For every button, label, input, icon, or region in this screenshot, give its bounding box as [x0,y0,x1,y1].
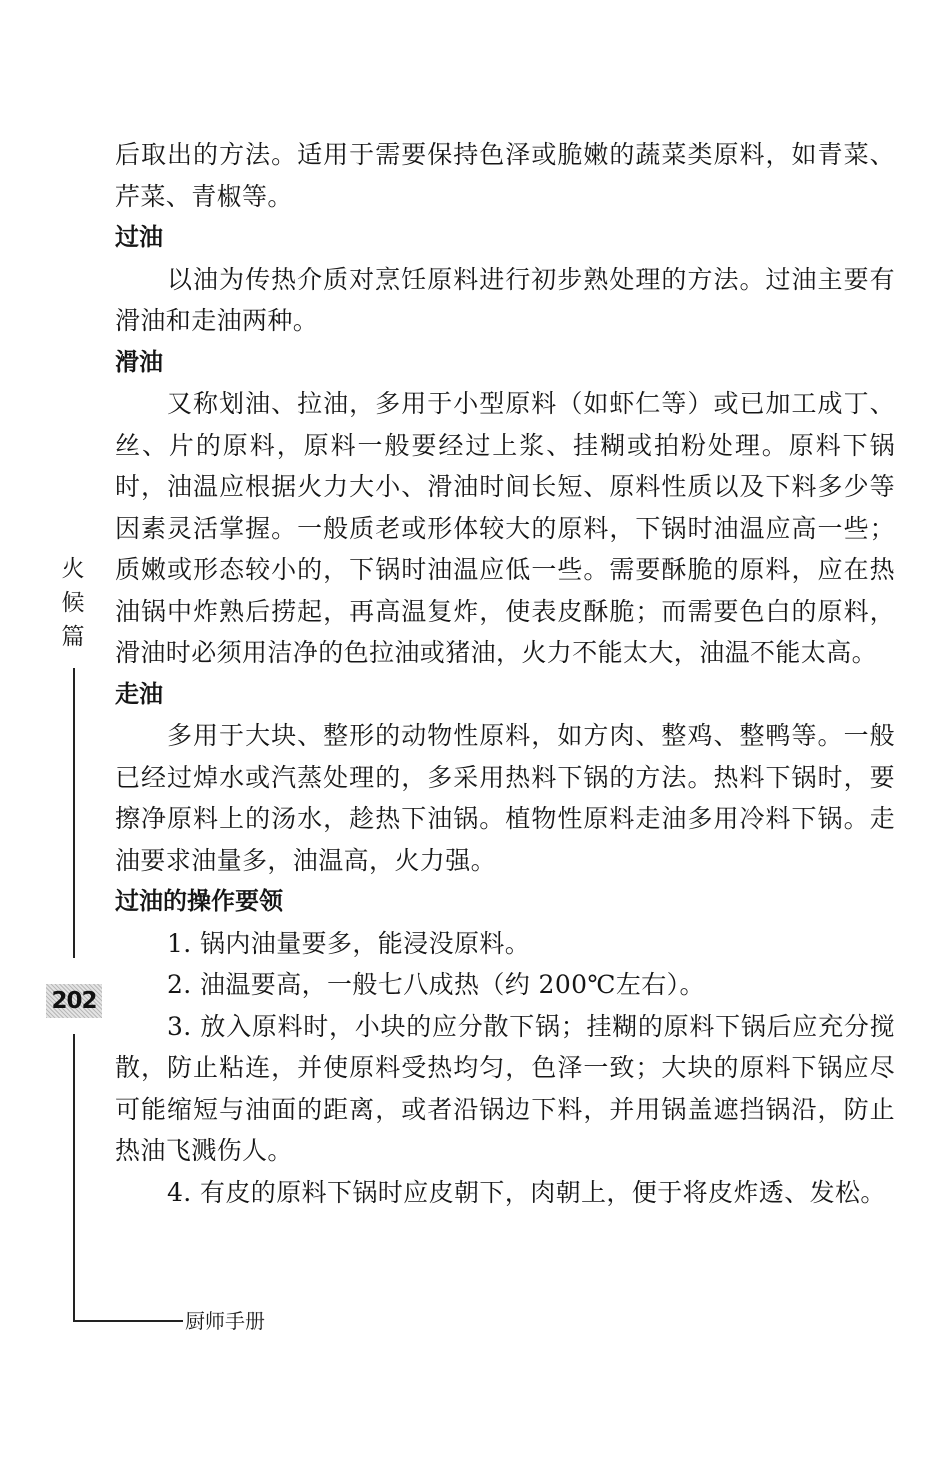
paragraph: 多用于大块、整形的动物性原料，如方肉、整鸡、整鸭等。一般已经过焯水或汽蒸处理的，多采用热料下锅的方法。热料下锅时，要擦净原料上的汤水，趁热下油锅。植物性原料走油多用冷料下锅。走油要求油量多，油温高，火力强。 [115,721,895,875]
paragraph: 又称划油、拉油，多用于小型原料（如虾仁等）或已加工成丁、丝、片的原料，原料一般要经过上浆、挂糊或拍粉处理。原料下锅时，油温应根据火力大小、滑油时间长短、原料性质以及下料多少等因素灵活掌握。一般质老或形体较大的原料，下锅时油温应高一些；质嫩或形态较小的，下锅时油温应低一些。需要酥脆的原料，应在热油锅中炸熟后捞起，再高温复炸，使表皮酥脆；而需要色白的原料，滑油时必须用洁净的色拉油或猪油，火力不能太大，油温不能太高。 [115,389,895,667]
section-heading: 滑油 [115,347,163,376]
body-text [115,134,895,1213]
footer-rule [73,1320,183,1322]
page-number: 202 [46,984,102,1018]
paragraph: 以油为传热介质对烹饪原料进行初步熟处理的方法。过油主要有滑油和走油两种。 [115,264,895,335]
section-heading: 走油 [115,679,163,708]
list-item: 1. 锅内油量要多，能浸没原料。 [167,928,531,958]
section-heading: 过油 [115,223,163,251]
section-title-char: 篇 [61,624,85,650]
section-title-char: 候 [61,590,85,616]
list-item: 4. 有皮的原料下锅时应皮朝下，肉朝上，便于将皮炸透、发松。 [167,1177,886,1207]
list-item: 2. 油温要高，一般七八成热（约 200℃左右）。 [167,970,705,999]
section-title-char: 火 [61,556,85,582]
section-heading: 过油的操作要领 [115,887,283,915]
margin-rule-upper [73,668,75,958]
paragraph: 后取出的方法。适用于需要保持色泽或脆嫩的蔬菜类原料，如青菜、芹菜、青椒等。 [115,140,895,211]
margin-rule-lower [73,1034,75,1322]
section-title-vertical [58,552,88,654]
list-item: 3. 放入原料时，小块的应分散下锅；挂糊的原料下锅后应充分搅散，防止粘连，并使原料受热均匀，色泽一致；大块的原料下锅应尽可能缩短与油面的距离，或者沿锅边下料，并用锅盖遮挡锅沿，防止热油飞溅伤人。 [115,1011,895,1165]
book-title: 厨师手册 [185,1309,265,1333]
